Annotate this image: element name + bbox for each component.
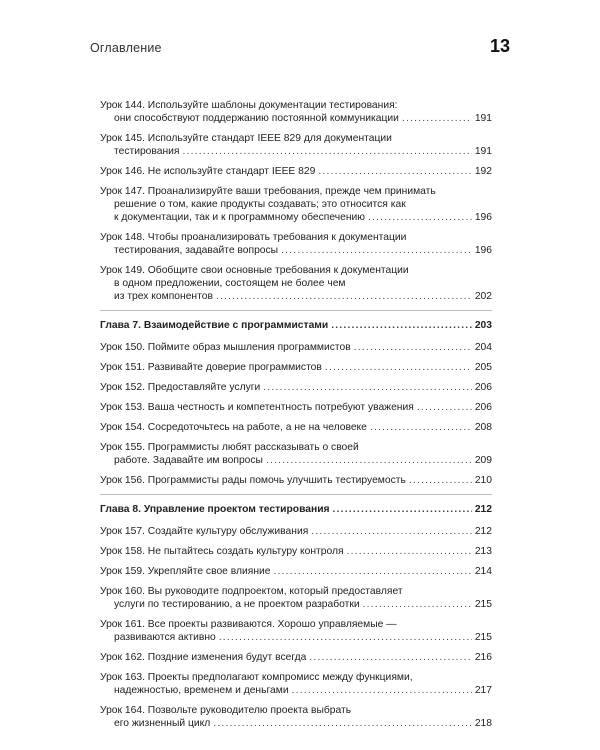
toc-page-number: 216 <box>474 652 492 663</box>
toc-entry-last-line <box>100 717 492 730</box>
toc-entry-line: Урок 145. Используйте стандарт IEEE 829 для документации <box>100 133 392 144</box>
toc-entry-last-line <box>100 545 492 558</box>
toc-entry-line: Урок 164. Позвольте руководителю проекта выбрать <box>100 705 352 716</box>
running-title: Оглавление <box>90 41 162 55</box>
toc-lesson-entry[interactable] <box>100 585 492 611</box>
toc-entry-last-line <box>100 341 492 354</box>
toc-page-number: 192 <box>474 166 492 177</box>
toc-entry-last-line <box>100 112 492 125</box>
toc-lesson-entry[interactable] <box>100 421 492 434</box>
toc-page-number: 218 <box>474 718 492 729</box>
toc-entry-text: Урок 157. Создайте культуру обслуживания <box>100 526 309 537</box>
dot-leader <box>347 545 472 558</box>
toc-entry-last-line <box>100 244 492 257</box>
toc-page-number: 204 <box>474 342 492 353</box>
toc-lesson-entry[interactable] <box>100 565 492 578</box>
dot-leader <box>402 112 472 125</box>
toc-lesson-entry[interactable] <box>100 165 492 178</box>
toc-chapter-entry[interactable] <box>100 503 492 516</box>
toc-entry-last-line <box>100 474 492 487</box>
dot-leader <box>213 717 472 730</box>
dot-leader <box>309 651 471 664</box>
toc-entry-text: Урок 159. Укрепляйте свое влияние <box>100 566 271 577</box>
toc-entry-line: Урок 161. Все проекты развиваются. Хорошо управляемые — <box>100 619 397 630</box>
toc-chapter-entry[interactable] <box>100 319 492 332</box>
toc-lesson-entry[interactable] <box>100 361 492 374</box>
toc-page-number: 213 <box>474 546 492 557</box>
toc-entry-last-line <box>100 503 492 516</box>
toc-entry-line: в одном предложении, состоящем не более чем <box>114 278 346 289</box>
toc-lesson-entry[interactable] <box>100 185 492 224</box>
dot-leader <box>311 525 472 538</box>
toc-entry-text: Урок 153. Ваша честность и компетентность потребуют уважения <box>100 402 414 413</box>
toc-lesson-entry[interactable] <box>100 99 492 125</box>
dot-leader <box>368 211 472 224</box>
toc-lesson-entry[interactable] <box>100 671 492 697</box>
toc-entry-last-line <box>100 361 492 374</box>
toc-page-number: 203 <box>474 320 492 331</box>
toc-lesson-entry[interactable] <box>100 525 492 538</box>
page-header <box>90 36 510 57</box>
toc-entry-text: Урок 151. Развивайте доверие программистов <box>100 362 322 373</box>
page-number: 13 <box>489 36 510 56</box>
toc-page-number: 196 <box>474 212 492 223</box>
toc-entry-line: Урок 148. Чтобы проанализировать требования к документации <box>100 232 407 243</box>
toc-entry-line: Урок 147. Проанализируйте ваши требования, прежде чем принимать <box>100 186 436 197</box>
toc-entry-last-line <box>100 454 492 467</box>
toc-page-number: 191 <box>474 146 492 157</box>
toc-page-number: 206 <box>474 402 492 413</box>
toc-page-number: 210 <box>474 475 492 486</box>
toc-page-number: 205 <box>474 362 492 373</box>
toc-lesson-entry[interactable] <box>100 545 492 558</box>
chapter-divider <box>100 494 492 495</box>
dot-leader <box>183 145 472 158</box>
toc-page-number: 215 <box>474 632 492 643</box>
toc-lesson-entry[interactable] <box>100 474 492 487</box>
toc-page-number: 208 <box>474 422 492 433</box>
toc-entry-text: тестирования, задавайте вопросы <box>114 245 279 256</box>
dot-leader <box>409 474 472 487</box>
toc-entry-text: надежностью, временем и деньгами <box>114 685 289 696</box>
table-of-contents <box>100 99 492 737</box>
toc-entry-last-line <box>100 421 492 434</box>
toc-page-number: 202 <box>474 291 492 302</box>
dot-leader <box>363 598 472 611</box>
dot-leader <box>216 290 472 303</box>
toc-entry-last-line <box>100 684 492 697</box>
toc-page-number: 196 <box>474 245 492 256</box>
toc-page-number: 209 <box>474 455 492 466</box>
dot-leader <box>266 454 472 467</box>
toc-entry-last-line <box>100 565 492 578</box>
toc-entry-text: Глава 7. Взаимодействие с программистами <box>100 320 329 331</box>
toc-entry-last-line <box>100 631 492 644</box>
toc-page-number: 206 <box>474 382 492 393</box>
toc-entry-line: Урок 160. Вы руководите подпроектом, который предоставляет <box>100 586 403 597</box>
toc-entry-last-line <box>100 211 492 224</box>
dot-leader <box>333 503 472 516</box>
toc-entry-last-line <box>100 598 492 611</box>
toc-page-number: 215 <box>474 599 492 610</box>
toc-lesson-entry[interactable] <box>100 704 492 730</box>
toc-lesson-entry[interactable] <box>100 231 492 257</box>
toc-entry-last-line <box>100 165 492 178</box>
toc-entry-text: Урок 150. Поймите образ мышления программистов <box>100 342 351 353</box>
toc-entry-text: они способствуют поддержанию постоянной коммуникации <box>114 113 399 124</box>
toc-entry-text: к документации, так и к программному обеспечению <box>114 212 365 223</box>
dot-leader <box>331 319 472 332</box>
toc-entry-text: услуги по тестированию, а не проектом разработки <box>114 599 360 610</box>
toc-entry-line: Урок 163. Проекты предполагают компромисс между функциями, <box>100 672 413 683</box>
toc-entry-text: работе. Задавайте им вопросы <box>114 455 263 466</box>
toc-lesson-entry[interactable] <box>100 341 492 354</box>
toc-lesson-entry[interactable] <box>100 618 492 644</box>
dot-leader <box>281 244 472 257</box>
toc-entry-last-line <box>100 290 492 303</box>
toc-entry-line: решение о том, какие продукты создавать; это относится как <box>114 199 406 210</box>
toc-page-number: 212 <box>474 504 492 515</box>
toc-entry-text: из трех компонентов <box>114 291 213 302</box>
toc-lesson-entry[interactable] <box>100 132 492 158</box>
toc-entry-text: Урок 162. Поздние изменения будут всегда <box>100 652 307 663</box>
dot-leader <box>354 341 472 354</box>
toc-entry-last-line <box>100 401 492 414</box>
toc-lesson-entry[interactable] <box>100 441 492 467</box>
chapter-divider <box>100 310 492 311</box>
toc-lesson-entry[interactable] <box>100 381 492 394</box>
dot-leader <box>318 165 471 178</box>
toc-entry-text: Глава 8. Управление проектом тестирования <box>100 504 330 515</box>
toc-entry-text: тестирования <box>114 146 180 157</box>
dot-leader <box>417 401 472 414</box>
dot-leader <box>274 565 472 578</box>
toc-entry-last-line <box>100 381 492 394</box>
toc-entry-last-line <box>100 525 492 538</box>
toc-page-number: 212 <box>474 526 492 537</box>
toc-entry-line: Урок 144. Используйте шаблоны документации тестирования: <box>100 100 398 111</box>
dot-leader <box>219 631 472 644</box>
toc-entry-line: Урок 155. Программисты любят рассказывать о своей <box>100 442 359 453</box>
dot-leader <box>325 361 472 374</box>
toc-lesson-entry[interactable] <box>100 264 492 303</box>
toc-entry-text: Урок 158. Не пытайтесь создать культуру контроля <box>100 546 344 557</box>
toc-lesson-entry[interactable] <box>100 651 492 664</box>
toc-entry-text: Урок 146. Не используйте стандарт IEEE 829 <box>100 166 316 177</box>
toc-page-number: 217 <box>474 685 492 696</box>
toc-page-number: 214 <box>474 566 492 577</box>
toc-entry-text: его жизненный цикл <box>114 718 211 729</box>
toc-entry-last-line <box>100 145 492 158</box>
toc-page-number: 191 <box>474 113 492 124</box>
dot-leader <box>292 684 472 697</box>
dot-leader <box>263 381 472 394</box>
toc-entry-text: Урок 156. Программисты рады помочь улучшить тестируемость <box>100 475 406 486</box>
dot-leader <box>370 421 472 434</box>
toc-entry-text: развиваются активно <box>114 632 216 643</box>
toc-lesson-entry[interactable] <box>100 401 492 414</box>
toc-entry-text: Урок 152. Предоставляйте услуги <box>100 382 261 393</box>
toc-entry-text: Урок 154. Сосредоточьтесь на работе, а не на человеке <box>100 422 367 433</box>
toc-entry-last-line <box>100 319 492 332</box>
toc-entry-last-line <box>100 651 492 664</box>
toc-entry-line: Урок 149. Обобщите свои основные требования к документации <box>100 265 409 276</box>
